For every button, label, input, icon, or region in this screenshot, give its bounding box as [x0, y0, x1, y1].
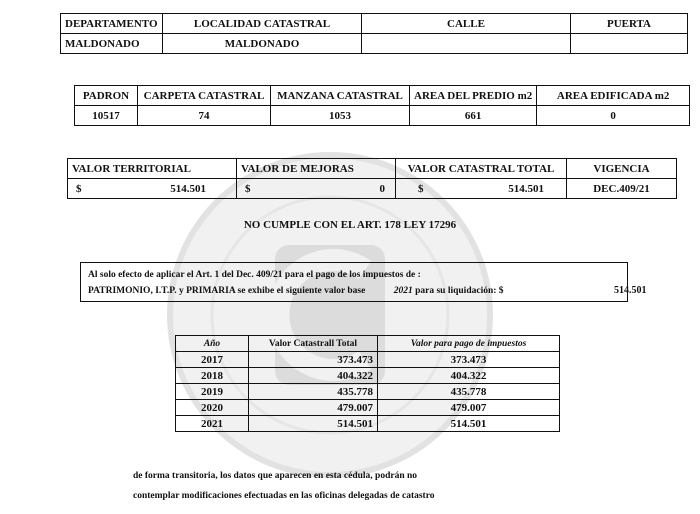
location-header-row [61, 14, 688, 34]
history-tax: 404.322 [378, 368, 560, 384]
header-valor-impuestos: Valor para pago de impuestos [378, 336, 560, 352]
parcel-header-row [75, 86, 690, 106]
localidad-value: MALDONADO [163, 34, 362, 54]
footer-line-2: contemplar modificaciones efectuadas en las oficinas delegadas de catastro [133, 491, 435, 501]
vigencia-value: DEC.409/21 [567, 179, 677, 199]
currency-symbol: $ [76, 182, 82, 195]
carpeta-value: 74 [138, 106, 271, 126]
padron-value: 10517 [75, 106, 138, 126]
notice-line-2 [88, 283, 620, 299]
history-tax: 435.778 [378, 384, 560, 400]
parcel-table [74, 85, 690, 126]
currency-symbol: $ [418, 182, 424, 195]
notice-line-2-end: para su liquidación: $ [415, 286, 504, 296]
departamento-value: MALDONADO [61, 34, 163, 54]
history-row [176, 368, 560, 384]
history-year: 2020 [176, 400, 249, 416]
history-year: 2021 [176, 416, 249, 432]
history-total: 373.473 [249, 352, 378, 368]
valor-mejoras-value: 0 [379, 182, 385, 195]
header-localidad: LOCALIDAD CATASTRAL [163, 14, 362, 34]
valor-mejoras-cell [237, 179, 396, 199]
notice-value: 514.501 [614, 285, 647, 296]
header-valor-catastral: VALOR CATASTRAL TOTAL [396, 159, 567, 179]
header-departamento: DEPARTAMENTO [61, 14, 163, 34]
history-total: 435.778 [249, 384, 378, 400]
currency-symbol: $ [245, 182, 251, 195]
valor-catastral-value: 514.501 [508, 182, 544, 195]
notice-line-2-start: PATRIMONIO, I.T.P. y PRIMARIA se exhibe el siguiente valor base [88, 286, 366, 296]
valor-territorial-value: 514.501 [170, 182, 206, 195]
header-puerta: PUERTA [571, 14, 688, 34]
location-value-row [61, 34, 688, 54]
header-ano: Año [176, 336, 249, 352]
values-table [67, 158, 677, 199]
header-calle: CALLE [362, 14, 571, 34]
history-total: 479.007 [249, 400, 378, 416]
parcel-value-row [75, 106, 690, 126]
history-tax: 479.007 [378, 400, 560, 416]
valor-territorial-cell [68, 179, 237, 199]
header-valor-mejoras: VALOR DE MEJORAS [237, 159, 396, 179]
header-valor-total: Valor Catastrall Total [249, 336, 378, 352]
notice-year: 2021 [393, 286, 413, 296]
header-area-edificada: AREA EDIFICADA m2 [537, 86, 690, 106]
header-area-predio: AREA DEL PREDIO m2 [410, 86, 537, 106]
history-header-row [176, 336, 560, 352]
history-table [175, 335, 560, 432]
history-tax: 373.473 [378, 352, 560, 368]
valor-catastral-cell [396, 179, 567, 199]
area-edificada-value: 0 [537, 106, 690, 126]
history-total: 404.322 [249, 368, 378, 384]
history-year: 2019 [176, 384, 249, 400]
notice-box [80, 262, 647, 302]
history-year: 2018 [176, 368, 249, 384]
values-value-row [68, 179, 677, 199]
history-year: 2017 [176, 352, 249, 368]
area-predio-value: 661 [410, 106, 537, 126]
location-table [60, 13, 688, 54]
history-total: 514.501 [249, 416, 378, 432]
compliance-note: NO CUMPLE CON EL ART. 178 LEY 17296 [243, 219, 457, 231]
history-row [176, 384, 560, 400]
header-carpeta: CARPETA CATASTRAL [138, 86, 271, 106]
header-vigencia: VIGENCIA [567, 159, 677, 179]
values-header-row [68, 159, 677, 179]
header-manzana: MANZANA CATASTRAL [271, 86, 410, 106]
notice-line-1: Al solo efecto de aplicar el Art. 1 del Dec. 409/21 para el pago de los impuestos de : [88, 270, 421, 280]
history-row [176, 416, 560, 432]
header-valor-territorial: VALOR TERRITORIAL [68, 159, 237, 179]
manzana-value: 1053 [271, 106, 410, 126]
puerta-value [571, 34, 688, 54]
history-row [176, 352, 560, 368]
history-row [176, 400, 560, 416]
footer-line-1: de forma transitoria, los datos que aparecen en esta cédula, podrán no [133, 471, 418, 481]
history-tax: 514.501 [378, 416, 560, 432]
calle-value [362, 34, 571, 54]
header-padron: PADRON [75, 86, 138, 106]
